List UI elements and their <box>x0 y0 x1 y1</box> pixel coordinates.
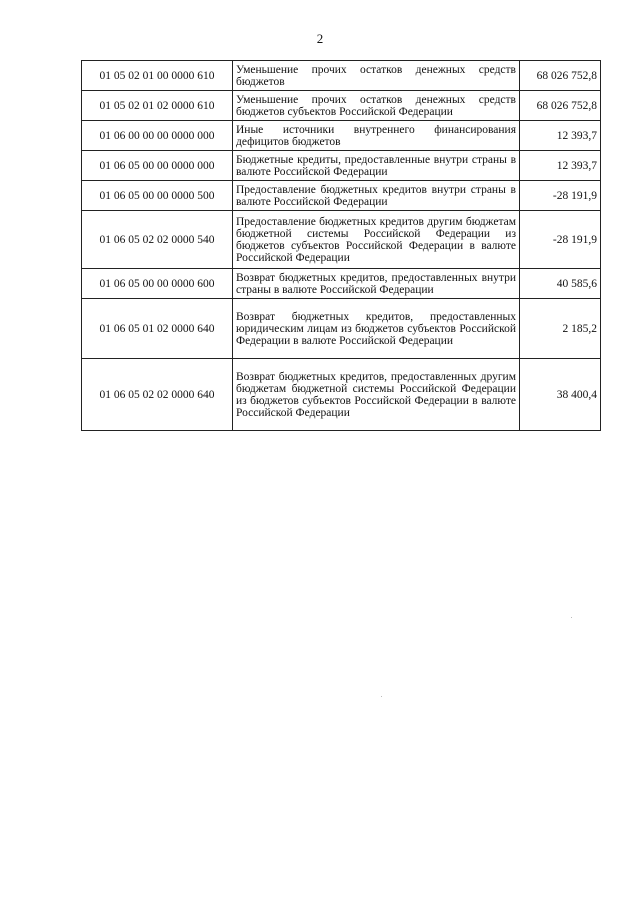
budget-code: 01 06 05 00 00 0000 500 <box>82 181 233 211</box>
row-description: Возврат бюджетных кредитов, предоставленных внутри страны в валюте Российской Федерации <box>233 269 520 299</box>
budget-code: 01 06 05 02 02 0000 640 <box>82 359 233 431</box>
page-number: 2 <box>316 31 324 46</box>
scan-speck <box>381 696 382 697</box>
budget-code: 01 06 05 02 02 0000 540 <box>82 211 233 269</box>
row-amount: 12 393,7 <box>520 121 601 151</box>
row-description: Предоставление бюджетных кредитов внутри страны в валюте Российской Федерации <box>233 181 520 211</box>
table-row <box>82 61 601 91</box>
row-description: Уменьшение прочих остатков денежных средств бюджетов субъектов Российской Федерации <box>233 91 520 121</box>
budget-code: 01 05 02 01 02 0000 610 <box>82 91 233 121</box>
row-amount: 12 393,7 <box>520 151 601 181</box>
row-amount: 68 026 752,8 <box>520 91 601 121</box>
budget-sources-table <box>81 60 601 431</box>
budget-code: 01 06 00 00 00 0000 000 <box>82 121 233 151</box>
table-row <box>82 91 601 121</box>
row-description: Возврат бюджетных кредитов, предоставленных юридическим лицам из бюджетов субъектов Российской Федерации в валюте Российской Федерации <box>233 299 520 359</box>
row-amount: -28 191,9 <box>520 211 601 269</box>
table-row <box>82 211 601 269</box>
row-amount: -28 191,9 <box>520 181 601 211</box>
row-amount: 38 400,4 <box>520 359 601 431</box>
table-row <box>82 121 601 151</box>
row-description: Бюджетные кредиты, предоставленные внутри страны в валюте Российской Федерации <box>233 151 520 181</box>
row-amount: 2 185,2 <box>520 299 601 359</box>
budget-code: 01 06 05 00 00 0000 000 <box>82 151 233 181</box>
table-row <box>82 299 601 359</box>
row-description: Иные источники внутреннего финансирования дефицитов бюджетов <box>233 121 520 151</box>
budget-code: 01 06 05 01 02 0000 640 <box>82 299 233 359</box>
budget-code: 01 06 05 00 00 0000 600 <box>82 269 233 299</box>
budget-code: 01 05 02 01 00 0000 610 <box>82 61 233 91</box>
scan-speck <box>571 617 572 618</box>
row-description: Возврат бюджетных кредитов, предоставленных другим бюджетам бюджетной системы Российской Федерации из бюджетов субъектов Российской Федерации в валюте Российской Федерации <box>233 359 520 431</box>
row-description: Предоставление бюджетных кредитов другим бюджетам бюджетной системы Российской Федерации из бюджетов субъектов Российской Федерации в валюте Российской Федерации <box>233 211 520 269</box>
row-amount: 40 585,6 <box>520 269 601 299</box>
row-description: Уменьшение прочих остатков денежных средств бюджетов <box>233 61 520 91</box>
table-row <box>82 181 601 211</box>
table-row <box>82 269 601 299</box>
table-row <box>82 151 601 181</box>
row-amount: 68 026 752,8 <box>520 61 601 91</box>
table-row <box>82 359 601 431</box>
